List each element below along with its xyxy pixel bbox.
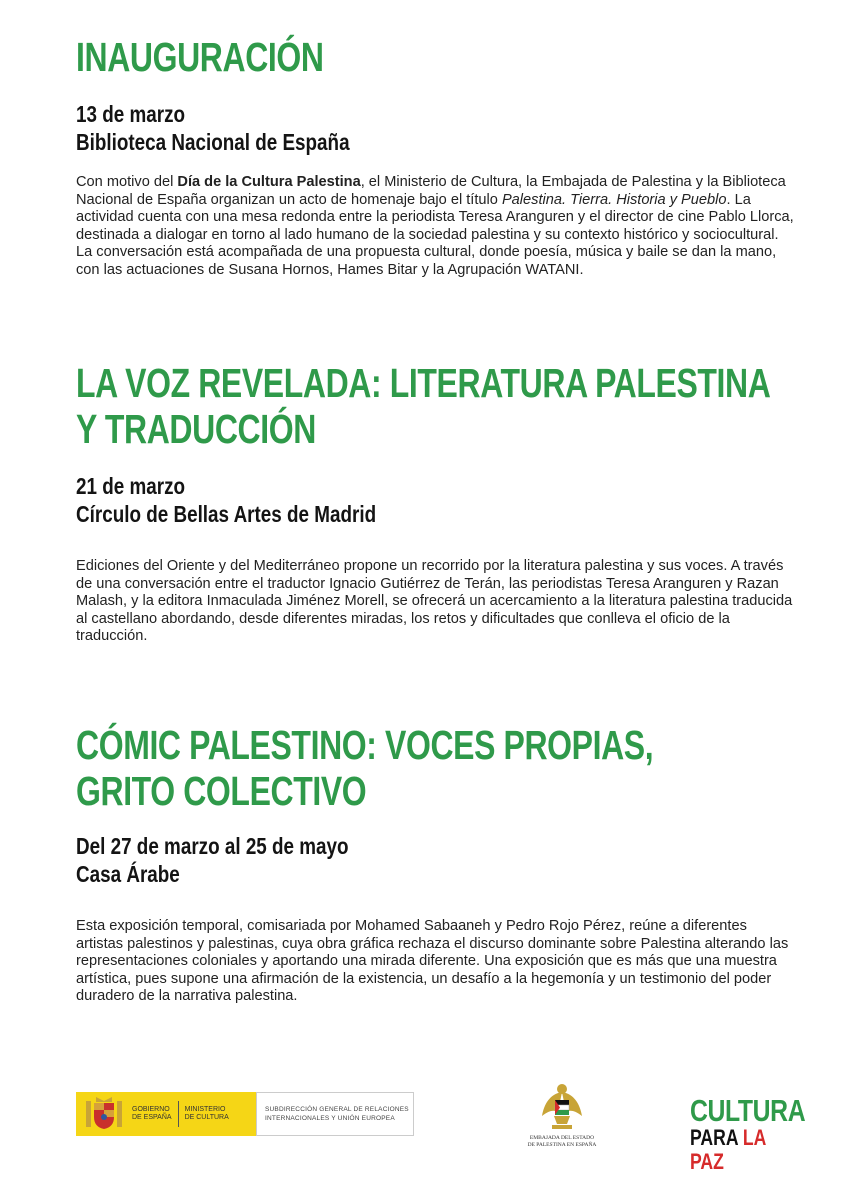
section-title: INAUGURACIÓN: [76, 34, 324, 80]
cultura-para-la-paz-logo: [690, 1093, 806, 1174]
event-date: 21 de marzo: [76, 473, 186, 499]
section-title: CÓMIC PALESTINO: VOCES PROPIAS,: [76, 722, 654, 768]
ministerio-text: [185, 1106, 229, 1122]
section-comic-palestino: [76, 722, 796, 1006]
coat-of-arms-icon: [82, 1095, 126, 1133]
cultura-word: CULTURA: [690, 1093, 806, 1128]
ministry-line2: DE CULTURA: [184, 1114, 229, 1121]
subdir-line2: INTERNACIONALES Y UNIÓN EUROPEA: [265, 1115, 395, 1122]
event-date: 13 de marzo: [76, 101, 186, 127]
body-text-run: Con motivo del: [76, 174, 178, 190]
event-venue: Círculo de Bellas Artes de Madrid: [76, 501, 377, 527]
section-inauguracion: [76, 34, 796, 280]
subdireccion-panel: [256, 1092, 414, 1136]
event-description: [76, 558, 796, 646]
section-title: LA VOZ REVELADA: LITERATURA PALESTINA: [76, 360, 771, 406]
embassy-line2: DE PALESTINA EN ESPAÑA: [527, 1142, 597, 1148]
gov-line2: DE ESPAÑA: [132, 1114, 172, 1121]
la-paz-word: LA PAZ: [690, 1125, 766, 1174]
para-word: PARA: [690, 1125, 738, 1150]
event-description: [76, 174, 796, 280]
gov-divider: [178, 1101, 179, 1127]
embassy-text: [520, 1135, 604, 1149]
body-text-run: Esta exposición temporal, comisariada por Mohamed Sabaaneh y Pedro Rojo Pérez, reúne a diferentes artistas palestinos y palestinas, cuya obra gráfica rechaza el discurso dominante sobre Palestina alterando las representaciones coloniales y aportando una mirada diferente. Una exposición que es más que una muestra artística, pues supone una afirmación de la existencia, un desafío a la hegemonía y un testimonio del poder duradero de la narrativa palestina.: [76, 918, 789, 1005]
body-text-run: , el Ministerio de Cultura, la Embajada de Palestina y la Biblioteca Nacional de España organizan un acto de homenaje bajo el título: [76, 174, 786, 208]
embajada-palestina-logo: [520, 1080, 604, 1149]
embassy-line1: EMBAJADA DEL ESTADO: [529, 1135, 595, 1141]
event-description: [76, 918, 796, 1006]
gobierno-text: [132, 1106, 172, 1122]
event-venue: Biblioteca Nacional de España: [76, 129, 350, 155]
body-text-run: . La actividad cuenta con una mesa redonda entre la periodista Teresa Aranguren y el director de cine Pablo Llorca, destinada a dialogar en torno al lado humano de la sociedad palestina y su contexto histórico y sociocultural. La conversación está acompañada de una propuesta cultural, donde poesía, música y baile se dan la mano, con las actuaciones de Susana Hornos, Hames Bitar y la Agrupación WATANI.: [76, 191, 794, 278]
gov-yellow-panel: [76, 1092, 256, 1136]
event-date: Del 27 de marzo al 25 de mayo: [76, 833, 349, 859]
footer-logos: [0, 1078, 868, 1174]
gobierno-ministerio-logo: [76, 1092, 414, 1136]
event-venue: Casa Árabe: [76, 861, 180, 887]
para-la-paz: [690, 1126, 802, 1174]
body-text-run: Ediciones del Oriente y del Mediterráneo propone un recorrido por la literatura palestina y sus voces. A través de una conversación entre el traductor Ignacio Gutiérrez de Terán, las periodistas Teresa Aranguren y Razan Malash, y la editora Inmaculada Jiménez Morell, se ofrecerá un acercamiento a la literatura palestina traducida al castellano abordando, desde diferentes miradas, los retos y dificultades que conlleva el oficio de la traducción.: [76, 558, 793, 645]
subdir-line1: SUBDIRECCIÓN GENERAL DE RELACIONES: [265, 1106, 409, 1113]
eagle-emblem-icon: [540, 1080, 584, 1132]
gov-line1: GOBIERNO: [132, 1106, 170, 1113]
ministry-line1: MINISTERIO: [184, 1106, 226, 1113]
section-title-line2: GRITO COLECTIVO: [76, 768, 367, 814]
section-voz-revelada: [76, 360, 796, 646]
body-text-run: Día de la Cultura Palestina: [177, 174, 361, 190]
body-text-run: Palestina. Tierra. Historia y Pueblo: [501, 191, 727, 208]
section-title-line2: Y TRADUCCIÓN: [76, 406, 316, 452]
